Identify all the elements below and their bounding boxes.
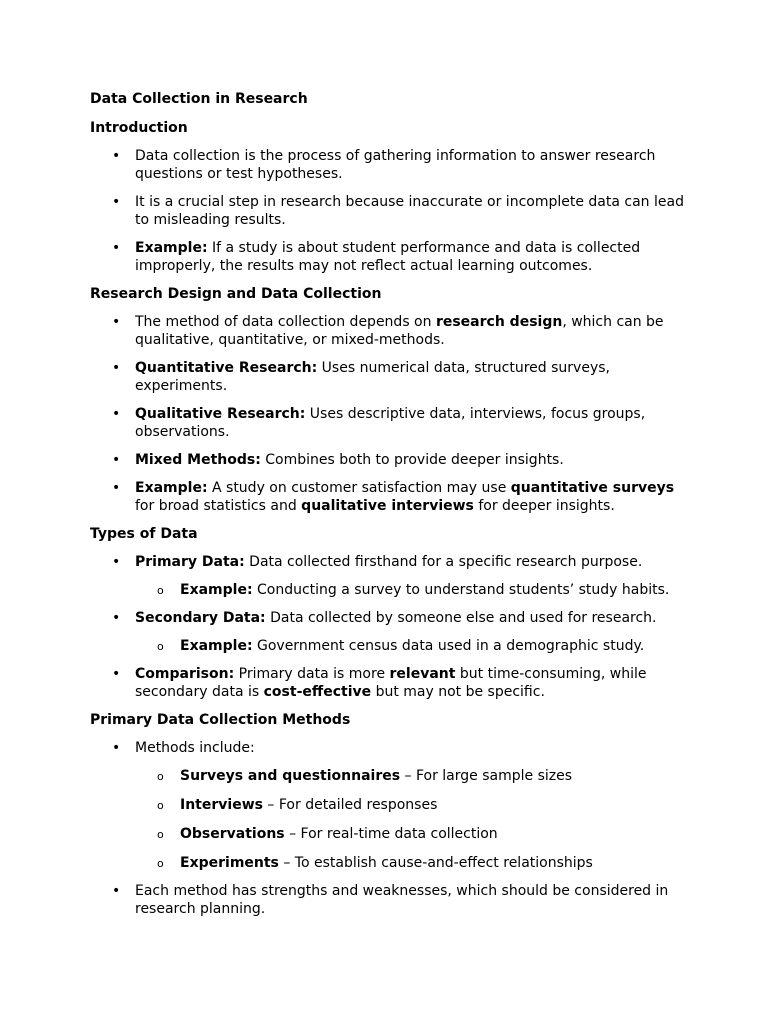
section-heading-primary-methods: Primary Data Collection Methods — [90, 712, 351, 728]
section-heading-research-design: Research Design and Data Collection — [90, 286, 382, 302]
list-item — [90, 359, 686, 395]
list-item — [90, 553, 686, 599]
item-text: – For real-time data collection — [284, 826, 498, 842]
list-item — [90, 313, 686, 349]
document-title: Data Collection in Research — [90, 91, 308, 107]
item-bold-label: Interviews — [180, 797, 263, 813]
sub-list-item — [135, 767, 686, 785]
sub-list-item — [135, 825, 686, 843]
item-bold-label: Mixed Methods: — [135, 452, 261, 468]
list-item — [90, 239, 686, 275]
item-bold-label: Secondary Data: — [135, 610, 266, 626]
item-text: Methods include: — [135, 740, 255, 756]
list-item — [90, 147, 686, 183]
item-bold-label: Comparison: — [135, 666, 235, 682]
item-text: If a study is about student performance and data is collected improperly, the results may not reflect actual learning outcomes. — [135, 240, 641, 274]
item-text: Data collected by someone else and used for research. — [265, 610, 657, 626]
item-text: Uses numerical data, structured surveys, experiments. — [135, 360, 610, 394]
item-text: The method of data collection depends on — [135, 314, 436, 330]
item-text: It is a crucial step in research because inaccurate or incomplete data can lead to misleading results. — [135, 194, 684, 228]
item-bold-label: Surveys and questionnaires — [180, 768, 401, 784]
item-text: Data collection is the process of gathering information to answer research questions or test hypotheses. — [135, 148, 656, 182]
item-text: A study on customer satisfaction may use — [207, 480, 511, 496]
sub-list-item — [135, 581, 686, 599]
item-text: – To establish cause-and-effect relationships — [278, 855, 593, 871]
primary-methods-list — [90, 739, 686, 918]
item-text: – For detailed responses — [262, 797, 438, 813]
item-text: Each method has strengths and weaknesses, which should be considered in research planning. — [135, 883, 669, 917]
item-text: but may not be specific. — [371, 684, 545, 700]
item-text: Primary data is more — [234, 666, 390, 682]
item-bold-label: Example: — [135, 480, 208, 496]
item-bold-term: quantitative surveys — [510, 480, 675, 496]
item-bold-term: research design — [435, 314, 563, 330]
item-bold-label: Observations — [180, 826, 285, 842]
item-text: Data collected firsthand for a specific research purpose. — [244, 554, 643, 570]
item-bold-label: Example: — [180, 638, 253, 654]
section-heading-introduction: Introduction — [90, 120, 188, 136]
sub-list-item — [135, 637, 686, 655]
list-item — [90, 405, 686, 441]
research-design-list — [90, 313, 686, 515]
introduction-list — [90, 147, 686, 275]
sub-list-item — [135, 796, 686, 814]
list-item — [90, 739, 686, 872]
item-text: Conducting a survey to understand students’ study habits. — [252, 582, 670, 598]
item-text: but time-consuming, while secondary data is — [135, 666, 647, 700]
list-item — [90, 882, 686, 918]
list-item — [90, 665, 686, 701]
item-bold-term: cost-effective — [263, 684, 372, 700]
list-item — [90, 479, 686, 515]
types-of-data-list — [90, 553, 686, 701]
sub-list — [135, 581, 686, 599]
sub-list — [135, 767, 686, 872]
item-bold-label: Example: — [135, 240, 208, 256]
sub-list-item — [135, 854, 686, 872]
item-bold-term: qualitative interviews — [301, 498, 474, 514]
section-heading-types-of-data: Types of Data — [90, 526, 198, 542]
document-body — [90, 90, 686, 928]
item-text: Combines both to provide deeper insights. — [260, 452, 564, 468]
item-text: for broad statistics and — [135, 498, 302, 514]
list-item — [90, 451, 686, 469]
item-text: Government census data used in a demographic study. — [252, 638, 645, 654]
item-text: Uses descriptive data, interviews, focus groups, observations. — [135, 406, 646, 440]
item-bold-label: Qualitative Research: — [135, 406, 306, 422]
item-bold-label: Example: — [180, 582, 253, 598]
item-text: for deeper insights. — [473, 498, 615, 514]
item-bold-label: Quantitative Research: — [135, 360, 318, 376]
list-item — [90, 193, 686, 229]
item-bold-term: relevant — [389, 666, 456, 682]
list-item — [90, 609, 686, 655]
item-text: – For large sample sizes — [400, 768, 573, 784]
sub-list — [135, 637, 686, 655]
item-bold-label: Primary Data: — [135, 554, 245, 570]
item-bold-label: Experiments — [180, 855, 279, 871]
item-text: , which can be qualitative, quantitative, or mixed-methods. — [135, 314, 664, 348]
